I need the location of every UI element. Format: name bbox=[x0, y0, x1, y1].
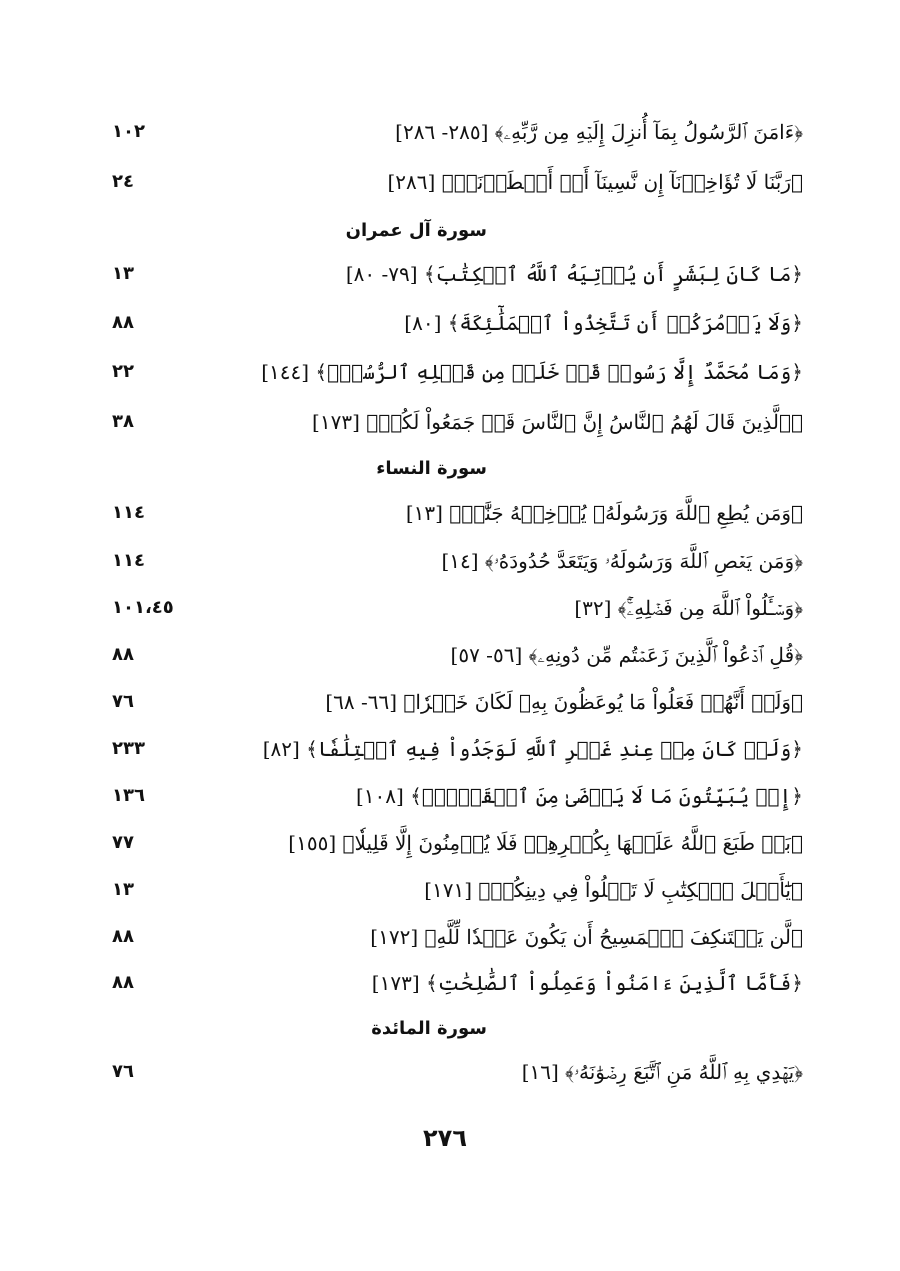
index-row bbox=[0, 352, 900, 398]
page-reference: ١٣٦ bbox=[112, 785, 145, 806]
index-row bbox=[0, 1052, 900, 1098]
index-row bbox=[0, 588, 900, 634]
index-row bbox=[0, 870, 900, 916]
index-row bbox=[0, 729, 900, 775]
verse-text: ﴿وَمَن يُطِعِ ٱللَّهَ وَرَسُولَهُۥ يُدۡخِلۡهُ جَنَّٰتٖ﴾ [١٣] bbox=[405, 501, 803, 525]
page-reference: ٨٨ bbox=[112, 644, 134, 665]
page-reference: ٣٨ bbox=[112, 411, 134, 432]
page-reference: ١٠١،٤٥ bbox=[112, 597, 174, 618]
index-row bbox=[0, 776, 900, 822]
page-reference: ٨٨ bbox=[112, 926, 134, 947]
page-reference: ٧٦ bbox=[112, 691, 134, 712]
verse-text: ﴿وَسۡـَٔلُواْ ٱللَّهَ مِن فَضۡلِهِۦٓۚ﴾ [٣٢] bbox=[574, 596, 803, 620]
verse-text: ﴿لَّن يَسۡتَنكِفَ ٱلۡمَسِيحُ أَن يَكُونَ عَبۡدٗا لِّلَّهِ﴾ [١٧٢] bbox=[370, 925, 803, 949]
index-row bbox=[0, 303, 900, 349]
verse-text: ﴿يَهۡدِي بِهِ ٱللَّهُ مَنِ ٱتَّبَعَ رِضۡوَٰنَهُۥ﴾ [١٦] bbox=[521, 1060, 803, 1084]
index-row bbox=[0, 917, 900, 963]
index-row bbox=[0, 254, 900, 300]
index-row bbox=[0, 963, 900, 1009]
page-reference: ٧٧ bbox=[112, 832, 134, 853]
page-reference: ١٠٢ bbox=[112, 121, 145, 142]
page-reference: ١٣ bbox=[112, 879, 134, 900]
page-reference: ٧٦ bbox=[112, 1061, 134, 1082]
index-row bbox=[0, 823, 900, 869]
verse-text: ﴿إِذۡ يُبَيِّتُونَ مَا لَا يَرۡضَىٰ مِنَ ٱلۡقَوۡلِۚ﴾ [١٠٨] bbox=[355, 784, 803, 808]
page-reference: ٢٢ bbox=[112, 361, 134, 382]
verse-text: ﴿وَلَوۡ أَنَّهُمۡ فَعَلُواْ مَا يُوعَظُونَ بِهِۦ لَكَانَ خَيۡرٗا﴾ [٦٦- ٦٨] bbox=[325, 690, 803, 714]
index-row bbox=[0, 162, 900, 208]
verse-text: ﴿ٱلَّذِينَ قَالَ لَهُمُ ٱلنَّاسُ إِنَّ ٱلنَّاسَ قَدۡ جَمَعُواْ لَكُمۡ﴾ [١٧٣] bbox=[312, 410, 803, 434]
verse-text: ﴿وَلَا يَأۡمُرَكُمۡ أَن تَتَّخِذُواْ ٱلۡمَلَٰٓئِكَةَ﴾ [٨٠] bbox=[404, 311, 803, 335]
page-reference: ٢٣٣ bbox=[112, 738, 145, 759]
surah-heading-al-imran: سورة آل عمران bbox=[345, 220, 487, 241]
page-reference: ٨٨ bbox=[112, 972, 134, 993]
index-row bbox=[0, 493, 900, 539]
index-row bbox=[0, 541, 900, 587]
page-reference: ١١٤ bbox=[112, 550, 145, 571]
page-reference: ٢٤ bbox=[112, 171, 134, 192]
page-reference: ١٣ bbox=[112, 263, 134, 284]
surah-heading-al-maidah: سورة المائدة bbox=[371, 1018, 487, 1039]
index-row bbox=[0, 402, 900, 448]
verse-text: ﴿وَمَن يَعۡصِ ٱللَّهَ وَرَسُولَهُۥ وَيَتَعَدَّ حُدُودَهُۥ﴾ [١٤] bbox=[441, 549, 803, 573]
verse-text: ﴿ءَامَنَ ٱلرَّسُولُ بِمَآ أُنزِلَ إِلَيۡهِ مِن رَّبِّهِۦ﴾ [٢٨٥- ٢٨٦] bbox=[395, 120, 803, 144]
page-reference: ٨٨ bbox=[112, 312, 134, 333]
verse-text: ﴿بَلۡ طَبَعَ ٱللَّهُ عَلَيۡهَا بِكُفۡرِهِمۡ فَلَا يُؤۡمِنُونَ إِلَّا قَلِيلٗا﴾ [١٥٥] bbox=[288, 831, 803, 855]
verse-text: ﴿وَمَا مُحَمَّدٌ إِلَّا رَسُولٞ قَدۡ خَلَتۡ مِن قَبۡلِهِ ٱلرُّسُلُۚ﴾ [١٤٤] bbox=[261, 360, 803, 384]
index-row bbox=[0, 682, 900, 728]
index-row bbox=[0, 112, 900, 158]
verse-text: ﴿قُلِ ٱدۡعُواْ ٱلَّذِينَ زَعَمۡتُم مِّن دُونِهِۦ﴾ [٥٦- ٥٧] bbox=[450, 643, 803, 667]
verse-text: ﴿فَأَمَّا ٱلَّذِينَ ءَامَنُواْ وَعَمِلُواْ ٱلصَّٰلِحَٰتِ﴾ [١٧٣] bbox=[371, 971, 803, 995]
surah-heading-an-nisa: سورة النساء bbox=[376, 458, 487, 479]
index-row bbox=[0, 635, 900, 681]
verse-text: ﴿يَٰٓأَهۡلَ ٱلۡكِتَٰبِ لَا تَغۡلُواْ فِي دِينِكُمۡ﴾ [١٧١] bbox=[424, 878, 803, 902]
verse-text: ﴿رَبَّنَا لَا تُؤَاخِذۡنَآ إِن نَّسِينَآ أَوۡ أَخۡطَأۡنَاۚ﴾ [٢٨٦] bbox=[387, 170, 803, 194]
verse-text: ﴿مَا كَانَ لِبَشَرٍ أَن يُؤۡتِيَهُ ٱللَّهُ ٱلۡكِتَٰبَ﴾ [٧٩- ٨٠] bbox=[345, 262, 803, 286]
page-number: ٢٧٦ bbox=[423, 1124, 467, 1152]
page-reference: ١١٤ bbox=[112, 502, 145, 523]
verse-text: ﴿وَلَوۡ كَانَ مِنۡ عِندِ غَيۡرِ ٱللَّهِ لَوَجَدُواْ فِيهِ ٱخۡتِلَٰفٗا﴾ [٨٢] bbox=[262, 737, 803, 761]
